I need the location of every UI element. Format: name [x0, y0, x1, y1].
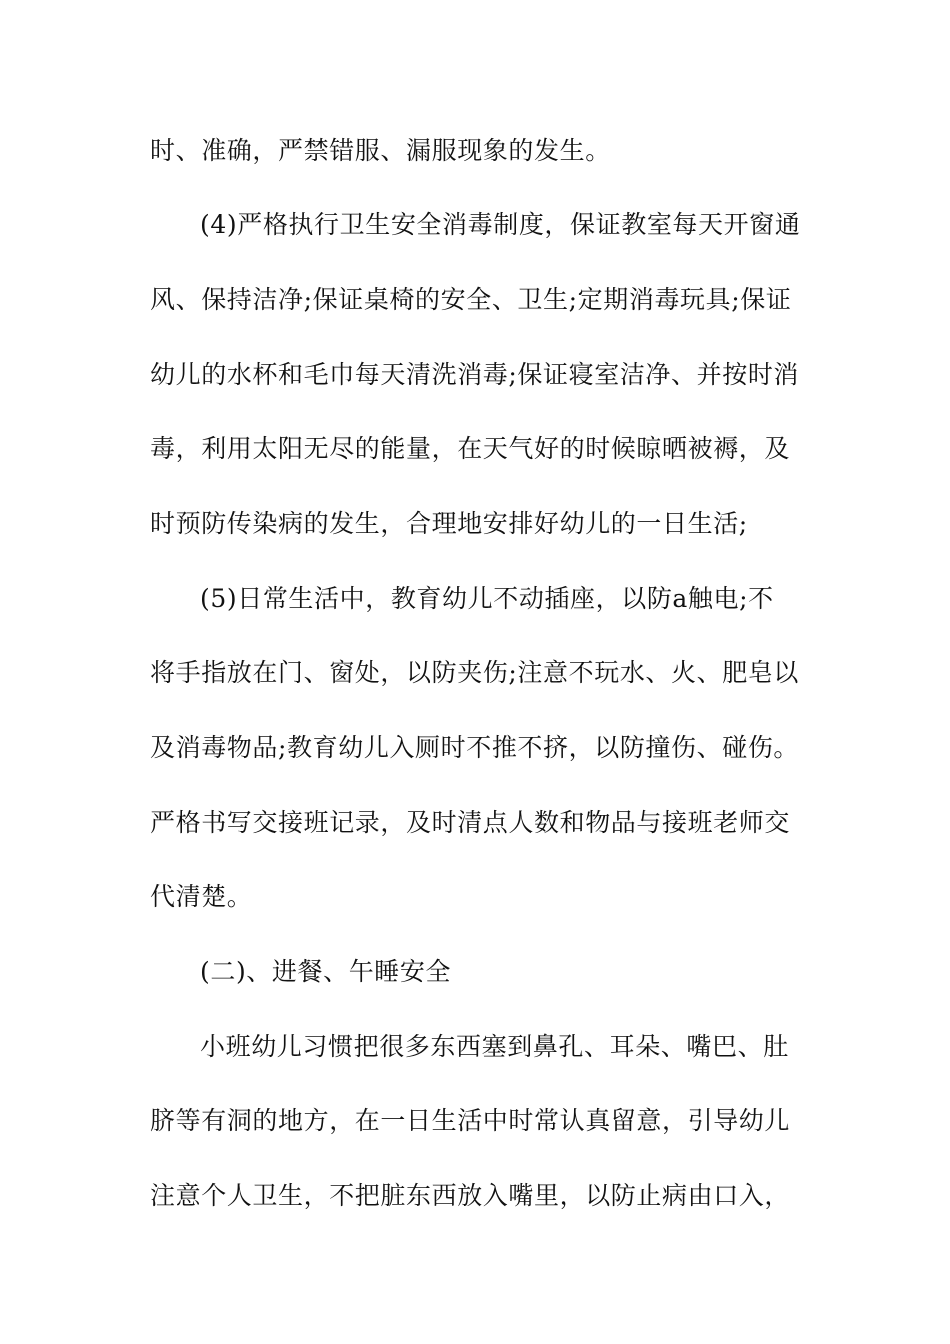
text-line: 风、保持洁净;保证桌椅的安全、卫生;定期消毒玩具;保证 [150, 285, 792, 314]
text-line: 小班幼儿习惯把很多东西塞到鼻孔、耳朵、嘴巴、肚 [200, 1032, 789, 1061]
text-line: 将手指放在门、窗处，以防夹伤;注意不玩水、火、肥皂以 [150, 658, 800, 687]
text-line: 注意个人卫生，不把脏东西放入嘴里，以防止病由口入， [150, 1181, 791, 1210]
text-line: 及消毒物品;教育幼儿入厕时不推不挤，以防撞伤、碰伤。 [150, 733, 800, 762]
text-line: 脐等有洞的地方，在一日生活中时常认真留意，引导幼儿 [150, 1106, 791, 1135]
text-line: 代清楚。 [150, 882, 253, 911]
text-line: (5)日常生活中，教育幼儿不动插座，以防a触电;不 [200, 584, 774, 613]
section-heading: (二)、进餐、午睡安全 [200, 957, 452, 986]
text-line: 时、准确，严禁错服、漏服现象的发生。 [150, 136, 611, 165]
text-line: 时预防传染病的发生，合理地安排好幼儿的一日生活; [150, 509, 748, 538]
text-line: 幼儿的水杯和毛巾每天清洗消毒;保证寝室洁净、并按时消 [150, 360, 800, 389]
text-line: (4)严格执行卫生安全消毒制度，保证教室每天开窗通 [200, 210, 801, 239]
text-line: 毒，利用太阳无尽的能量，在天气好的时候晾晒被褥，及 [150, 434, 791, 463]
text-line: 严格书写交接班记录，及时清点人数和物品与接班老师交 [150, 808, 791, 837]
